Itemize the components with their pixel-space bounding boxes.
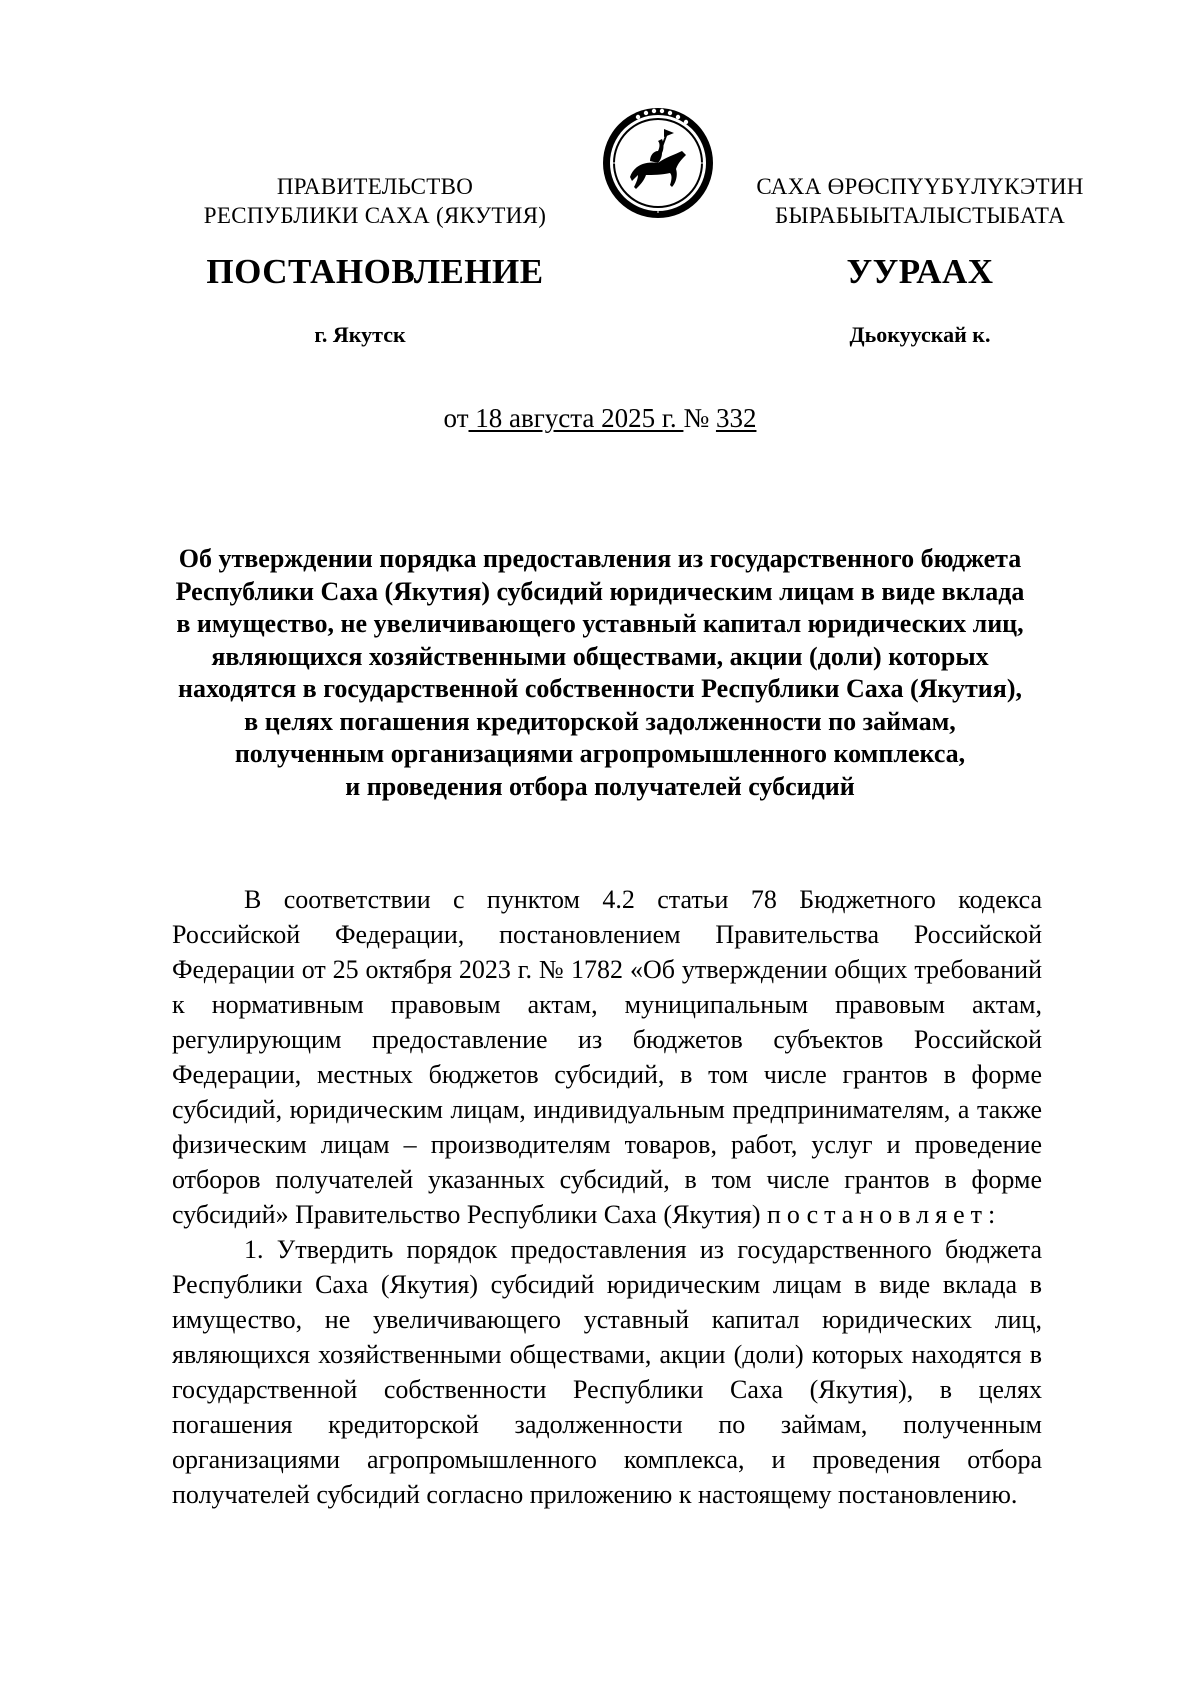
coat-of-arms-sakha-icon [600,105,716,221]
preamble-text: В соответствии с пунктом 4.2 статьи 78 Бюджетного кодекса Российской Федерации, постановлением Правительства Российской Федерации от 25 октября 2023 г. № 1782 «Об утверждении общих требований к нормативным правовым актам, муниципальным правовым актам, регулирующим предоставление из бюджетов субъектов Российской Федерации, местных бюджетов субсидий, в том числе грантов в форме субсидий, юридическим лицам, индивидуальным предпринимателям, а также физическим лицам – производителям товаров, работ, услуг и проведение отборов получателей указанных субсидий, в том числе грантов в форме субсидий» Правительство Республики Саха (Якутия) [172,885,1042,1229]
date-prefix: от [443,403,469,433]
title-line: Об утверждении порядка предоставления из государственного бюджета [178,544,1022,573]
title-line: Республики Саха (Якутия) субсидий юридическим лицам в виде вклада [175,576,1025,606]
org-name-ru [170,172,580,230]
title-line: и проведения отбора получателей субсидий [345,771,855,801]
org-name-sakha [725,172,1115,230]
title-line: находятся в государственной собственности Республики Саха (Якутия), [178,674,1022,703]
org-name-ru-line2: РЕСПУБЛИКИ САХА (ЯКУТИЯ) [203,203,547,228]
city-ru: г. Якутск [314,322,406,347]
preamble-paragraph [172,882,1042,1232]
org-name-ru-line1: ПРАВИТЕЛЬСТВО [276,174,474,199]
title-line: в имущество, не увеличивающего уставный капитал юридических лиц, [176,609,1024,638]
document-date: 18 августа 2025 г. [468,403,684,433]
org-name-sakha-line2: БЫРАБЫЫТАЛЫСТЫБАТА [774,203,1066,228]
doc-type-ru: ПОСТАНОВЛЕНИЕ [206,252,544,291]
document-body [172,882,1042,1512]
document-number: 332 [715,403,757,433]
decree-word: постановляет: [767,1200,1002,1229]
title-line: полученным организациями агропромышленного комплекса, [234,739,966,768]
title-line: в целях погашения кредиторской задолженности по займам, [244,706,956,736]
doc-type-sakha: УУРААХ [846,252,994,291]
number-sign: № [683,403,716,433]
item-1-paragraph: 1. Утвердить порядок предоставления из государственного бюджета Республики Саха (Якутия) субсидий юридическим лицам в виде вклада в имущество, не увеличивающего уставный капитал юридических лиц, являющихся хозяйственными обществами, акции (доли) которых находятся в государственной собственности Республики Саха (Якутия), в целях погашения кредиторской задолженности по займам, полученным организациями агропромышленного комплекса, и проведения отбора получателей субсидий согласно приложению к настоящему постановлению. [172,1235,1042,1509]
city-sakha: Дьокуускай к. [849,322,991,347]
document-date-number [0,403,1200,434]
document-title [150,543,1050,803]
org-name-sakha-line1: САХА ӨРӨСПҮҮБҮЛҮКЭТИН [756,174,1084,199]
title-line: являющихся хозяйственными обществами, акции (доли) которых [211,641,989,671]
